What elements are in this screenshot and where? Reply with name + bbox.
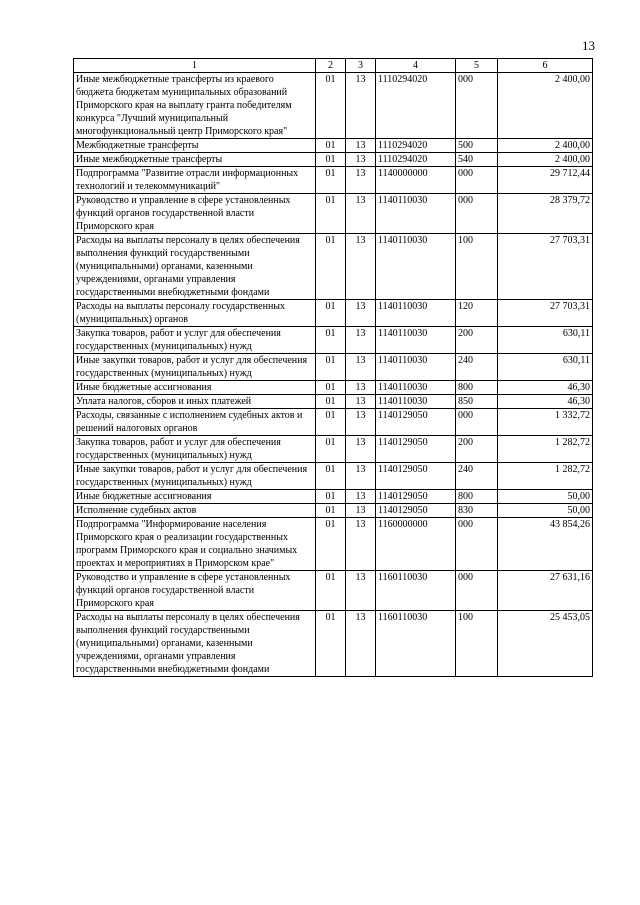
row-expense-type-cell: 200: [456, 436, 498, 463]
row-section-cell: 01: [316, 381, 346, 395]
row-target-code-cell: 1140129050: [376, 490, 456, 504]
row-name-cell: Уплата налогов, сборов и иных платежей: [74, 395, 316, 409]
row-section-cell: 01: [316, 463, 346, 490]
table-row: [74, 327, 593, 354]
row-section-cell: 01: [316, 153, 346, 167]
row-subsection-cell: 13: [346, 139, 376, 153]
row-amount-cell: 50,00: [498, 490, 593, 504]
row-amount-cell: 630,11: [498, 354, 593, 381]
row-section-cell: 01: [316, 194, 346, 234]
row-expense-type-cell: 000: [456, 409, 498, 436]
row-amount-cell: 28 379,72: [498, 194, 593, 234]
row-amount-cell: 2 400,00: [498, 139, 593, 153]
budget-table: [73, 58, 593, 677]
row-amount-cell: 1 282,72: [498, 463, 593, 490]
row-name-cell: Иные межбюджетные трансферты: [74, 153, 316, 167]
row-expense-type-cell: 120: [456, 300, 498, 327]
row-subsection-cell: 13: [346, 327, 376, 354]
row-target-code-cell: 1140129050: [376, 436, 456, 463]
row-name-cell: Иные закупки товаров, работ и услуг для обеспечения государственных (муниципальных) нужд: [74, 354, 316, 381]
row-name-cell: Расходы на выплаты персоналу в целях обеспечения выполнения функций государственными (муниципальными) органами, казенными учреждениями, органами управления государственными внебюджетными фондами: [74, 234, 316, 300]
row-name-cell: Межбюджетные трансферты: [74, 139, 316, 153]
row-name-cell: Расходы, связанные с исполнением судебных актов и решений налоговых органов: [74, 409, 316, 436]
row-name-cell: Иные бюджетные ассигнования: [74, 381, 316, 395]
row-expense-type-cell: 000: [456, 167, 498, 194]
table-row: [74, 463, 593, 490]
row-name-cell: Расходы на выплаты персоналу в целях обеспечения выполнения функций государственными (муниципальными) органами, казенными учреждениями, органами управления государственными внебюджетными фондами: [74, 611, 316, 677]
row-section-cell: 01: [316, 436, 346, 463]
row-subsection-cell: 13: [346, 354, 376, 381]
row-target-code-cell: 1160110030: [376, 611, 456, 677]
row-expense-type-cell: 830: [456, 504, 498, 518]
row-target-code-cell: 1140110030: [376, 300, 456, 327]
row-section-cell: 01: [316, 327, 346, 354]
row-amount-cell: 1 282,72: [498, 436, 593, 463]
row-expense-type-cell: 500: [456, 139, 498, 153]
row-target-code-cell: 1110294020: [376, 73, 456, 139]
row-section-cell: 01: [316, 490, 346, 504]
row-expense-type-cell: 800: [456, 490, 498, 504]
row-expense-type-cell: 540: [456, 153, 498, 167]
row-target-code-cell: 1140110030: [376, 327, 456, 354]
row-amount-cell: 29 712,44: [498, 167, 593, 194]
row-name-cell: Иные бюджетные ассигнования: [74, 490, 316, 504]
row-name-cell: Исполнение судебных актов: [74, 504, 316, 518]
row-amount-cell: 1 332,72: [498, 409, 593, 436]
row-amount-cell: 27 703,31: [498, 234, 593, 300]
row-expense-type-cell: 800: [456, 381, 498, 395]
table-row: [74, 354, 593, 381]
row-subsection-cell: 13: [346, 611, 376, 677]
row-amount-cell: 2 400,00: [498, 73, 593, 139]
table-row: [74, 571, 593, 611]
row-expense-type-cell: 100: [456, 611, 498, 677]
row-amount-cell: 46,30: [498, 381, 593, 395]
row-subsection-cell: 13: [346, 300, 376, 327]
row-name-cell: Закупка товаров, работ и услуг для обеспечения государственных (муниципальных) нужд: [74, 327, 316, 354]
row-section-cell: 01: [316, 518, 346, 571]
table-row: [74, 234, 593, 300]
row-section-cell: 01: [316, 395, 346, 409]
row-target-code-cell: 1140129050: [376, 463, 456, 490]
header-col-1: 1: [74, 59, 316, 73]
header-col-4: 4: [376, 59, 456, 73]
row-section-cell: 01: [316, 73, 346, 139]
table-row: [74, 395, 593, 409]
row-section-cell: 01: [316, 611, 346, 677]
table-row: [74, 167, 593, 194]
row-target-code-cell: 1140110030: [376, 395, 456, 409]
row-amount-cell: 46,30: [498, 395, 593, 409]
row-subsection-cell: 13: [346, 153, 376, 167]
row-expense-type-cell: 240: [456, 354, 498, 381]
row-subsection-cell: 13: [346, 395, 376, 409]
table-body: [74, 73, 593, 677]
table-row: [74, 436, 593, 463]
table-row: [74, 490, 593, 504]
row-expense-type-cell: 850: [456, 395, 498, 409]
row-target-code-cell: 1140110030: [376, 381, 456, 395]
row-subsection-cell: 13: [346, 518, 376, 571]
row-amount-cell: 630,11: [498, 327, 593, 354]
row-section-cell: 01: [316, 300, 346, 327]
row-expense-type-cell: 000: [456, 518, 498, 571]
row-section-cell: 01: [316, 234, 346, 300]
row-amount-cell: 50,00: [498, 504, 593, 518]
header-col-3: 3: [346, 59, 376, 73]
row-section-cell: 01: [316, 571, 346, 611]
row-subsection-cell: 13: [346, 167, 376, 194]
table-row: [74, 300, 593, 327]
row-amount-cell: 2 400,00: [498, 153, 593, 167]
row-target-code-cell: 1110294020: [376, 139, 456, 153]
table-row: [74, 73, 593, 139]
row-subsection-cell: 13: [346, 73, 376, 139]
row-name-cell: Иные межбюджетные трансферты из краевого бюджета бюджетам муниципальных образований Приморского края на выплату гранта победителям конкурса "Лучший муниципальный многофункциональный центр Приморского края": [74, 73, 316, 139]
table-row: [74, 153, 593, 167]
row-target-code-cell: 1140129050: [376, 409, 456, 436]
row-target-code-cell: 1160110030: [376, 571, 456, 611]
row-section-cell: 01: [316, 167, 346, 194]
row-name-cell: Подпрограмма "Информирование населения Приморского края о реализации государственных программ Приморского края и социально значимых проектах и мероприятиях в Приморском крае": [74, 518, 316, 571]
row-expense-type-cell: 200: [456, 327, 498, 354]
row-target-code-cell: 1160000000: [376, 518, 456, 571]
row-target-code-cell: 1110294020: [376, 153, 456, 167]
row-subsection-cell: 13: [346, 194, 376, 234]
row-amount-cell: 27 703,31: [498, 300, 593, 327]
table-header-row: [74, 59, 593, 73]
table-row: [74, 611, 593, 677]
page-number: 13: [582, 38, 595, 53]
row-expense-type-cell: 000: [456, 73, 498, 139]
row-name-cell: Подпрограмма "Развитие отрасли информационных технологий и телекоммуникаций": [74, 167, 316, 194]
row-target-code-cell: 1140129050: [376, 504, 456, 518]
row-subsection-cell: 13: [346, 234, 376, 300]
row-section-cell: 01: [316, 504, 346, 518]
row-name-cell: Руководство и управление в сфере установленных функций органов государственной власти Приморского края: [74, 194, 316, 234]
row-expense-type-cell: 240: [456, 463, 498, 490]
header-col-2: 2: [316, 59, 346, 73]
header-col-5: 5: [456, 59, 498, 73]
row-subsection-cell: 13: [346, 504, 376, 518]
row-expense-type-cell: 000: [456, 571, 498, 611]
row-target-code-cell: 1140110030: [376, 354, 456, 381]
row-name-cell: Расходы на выплаты персоналу государственных (муниципальных) органов: [74, 300, 316, 327]
table-row: [74, 518, 593, 571]
table-row: [74, 194, 593, 234]
row-amount-cell: 27 631,16: [498, 571, 593, 611]
row-target-code-cell: 1140000000: [376, 167, 456, 194]
row-expense-type-cell: 100: [456, 234, 498, 300]
row-subsection-cell: 13: [346, 490, 376, 504]
row-subsection-cell: 13: [346, 436, 376, 463]
table-row: [74, 381, 593, 395]
row-name-cell: Иные закупки товаров, работ и услуг для обеспечения государственных (муниципальных) нужд: [74, 463, 316, 490]
header-col-6: 6: [498, 59, 593, 73]
row-target-code-cell: 1140110030: [376, 194, 456, 234]
row-section-cell: 01: [316, 354, 346, 381]
row-amount-cell: 25 453,05: [498, 611, 593, 677]
row-subsection-cell: 13: [346, 571, 376, 611]
row-target-code-cell: 1140110030: [376, 234, 456, 300]
row-expense-type-cell: 000: [456, 194, 498, 234]
row-subsection-cell: 13: [346, 463, 376, 490]
row-name-cell: Закупка товаров, работ и услуг для обеспечения государственных (муниципальных) нужд: [74, 436, 316, 463]
table-row: [74, 409, 593, 436]
row-subsection-cell: 13: [346, 381, 376, 395]
row-name-cell: Руководство и управление в сфере установленных функций органов государственной власти Приморского края: [74, 571, 316, 611]
table-row: [74, 139, 593, 153]
row-amount-cell: 43 854,26: [498, 518, 593, 571]
row-subsection-cell: 13: [346, 409, 376, 436]
table-row: [74, 504, 593, 518]
row-section-cell: 01: [316, 409, 346, 436]
row-section-cell: 01: [316, 139, 346, 153]
